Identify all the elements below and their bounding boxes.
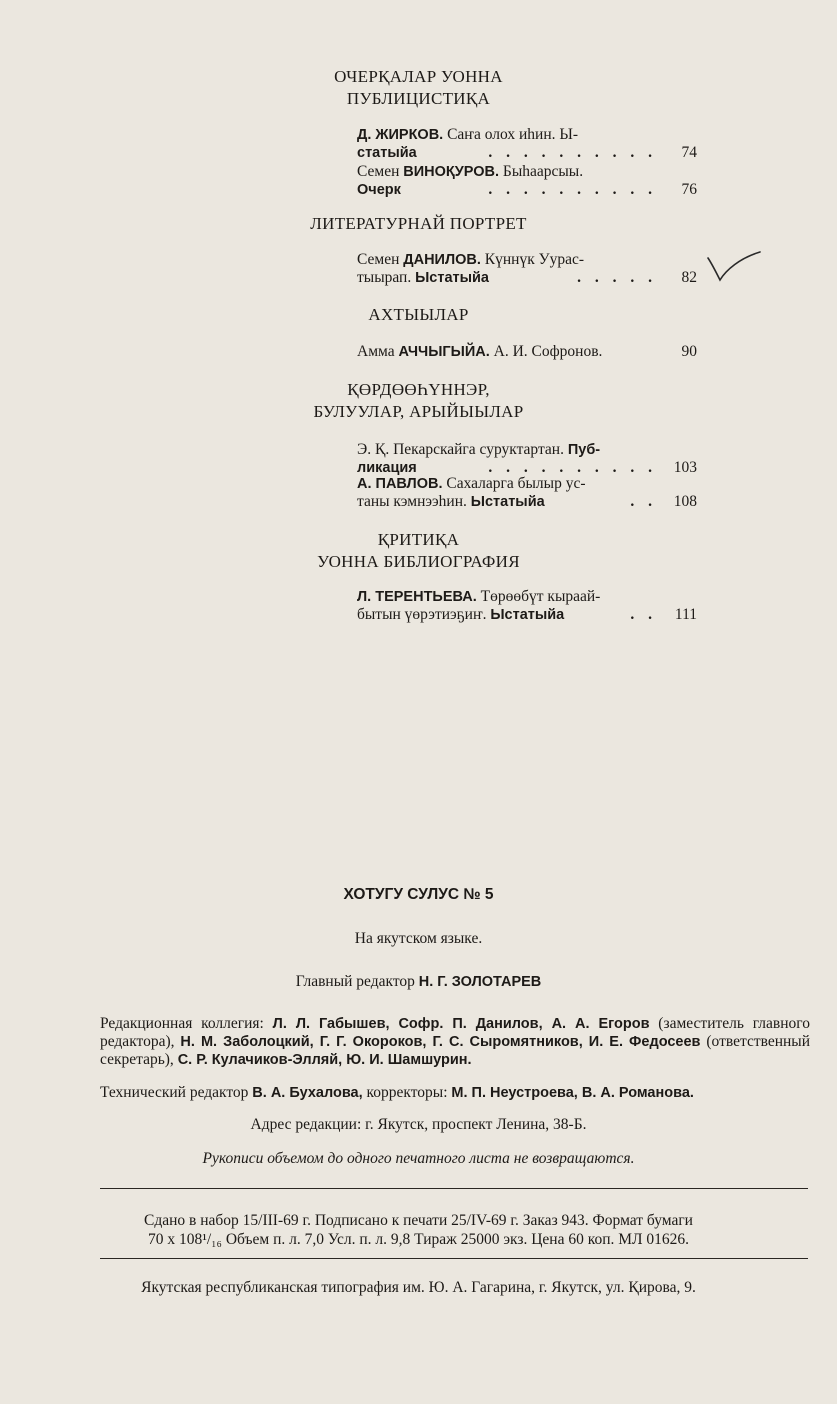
- divider-top: [100, 1188, 808, 1189]
- manuscripts-note: Рукописи объемом до одного печатного листа не возвращаются.: [202, 1150, 635, 1167]
- printer-info: Якутская республиканская типография им. Ю. А. Гагарина, г. Якутск, ул. Қирова, 9.: [141, 1279, 696, 1296]
- section-heading-finds: ҚӨРДӨӨҺҮННЭР, БУЛУУЛАР, АРЫЙЫЫЛАР: [313, 380, 524, 421]
- toc-entry-terentyeva: Л. ТЕРЕНТЬЕВА. Төрөөбүт кыраай- бытын үөрэтиэҕиҥ. Ыстатыйа . . 111: [357, 588, 697, 623]
- divider-bottom: [100, 1258, 808, 1259]
- print-details: Сдано в набор 15/III-69 г. Подписано к печати 25/IV-69 г. Заказ 943. Формат бумаги 70 x 108¹/₁₆ Объем п. л. 7,0 Усл. п. л. 9,8 Тираж 25000 экз. Цена 60 коп. МЛ 01626.: [144, 1212, 693, 1248]
- page-number: 108: [673, 493, 697, 510]
- toc-entry-pekarsky: Э. Қ. Пекарскайга суруктартан. Пуб- ликация . . . . . . . . . . 103: [357, 441, 697, 476]
- toc-entry-vinokurov: Семен ВИНОҚУРОВ. Быһаарсыы. Очерк . . . . . . . . . . 76: [357, 163, 697, 198]
- language-note: На якутском языке.: [354, 930, 483, 947]
- section-heading-essays: ОЧЕРҚАЛАР УОННА ПУБЛИЦИСТИҚА: [334, 67, 503, 108]
- page-number: 90: [681, 343, 697, 360]
- page-number: 103: [673, 459, 697, 476]
- page-number: 76: [681, 181, 697, 198]
- toc-entry-danilov: Семен ДАНИЛОВ. Күннүк Уурас- тыырап. Ыстатыйа . . . . . 82: [357, 251, 697, 286]
- toc-entry-zhirkov: Д. ЖИРКОВ. Саҥа олох иһин. Ы- статыйа . . . . . . . . . . 74: [357, 126, 697, 161]
- section-heading-memoirs: АХТЫЫЛАР: [368, 305, 469, 324]
- toc-entry-achchygyya: Амма АЧЧЫГЫЙА. А. И. Софронов. 90: [357, 343, 697, 360]
- page-number: 74: [681, 144, 697, 161]
- magazine-title: ХОТУГУ СУЛУС № 5: [343, 886, 494, 903]
- page-number: 111: [674, 606, 697, 623]
- page-number: 82: [681, 269, 697, 286]
- editorial-address: Адрес редакции: г. Якутск, проспект Ленина, 38-Б.: [250, 1116, 587, 1133]
- chief-editor: Главный редактор Н. Г. ЗОЛОТАРЕВ: [295, 973, 542, 990]
- toc-entry-pavlov: А. ПАВЛОВ. Сахаларга былыр ус- таны кэмнээһин. Ыстатыйа . . 108: [357, 475, 697, 510]
- section-heading-criticism: ҚРИТИҚА УОННА БИБЛИОГРАФИЯ: [317, 530, 520, 571]
- handwritten-check-mark: [706, 248, 762, 284]
- section-heading-literary-portrait: ЛИТЕРАТУРНАЙ ПОРТРЕТ: [310, 214, 527, 233]
- editorial-board: Редакционная коллегия: Л. Л. Габышев, Софр. П. Данилов, А. А. Егоров (заместитель главного редактора), Н. М. Заболоцкий, Г. Г. Окороков, Г. С. Сыромятников, И. Е. Федосеев (ответственный секретарь), С. Р. Кулачиков-Элляй, Ю. И. Шамшурин.: [100, 1015, 811, 1068]
- technical-editor: Технический редактор В. А. Бухалова, корректоры: М. П. Неустроева, В. А. Романова.: [100, 1084, 694, 1101]
